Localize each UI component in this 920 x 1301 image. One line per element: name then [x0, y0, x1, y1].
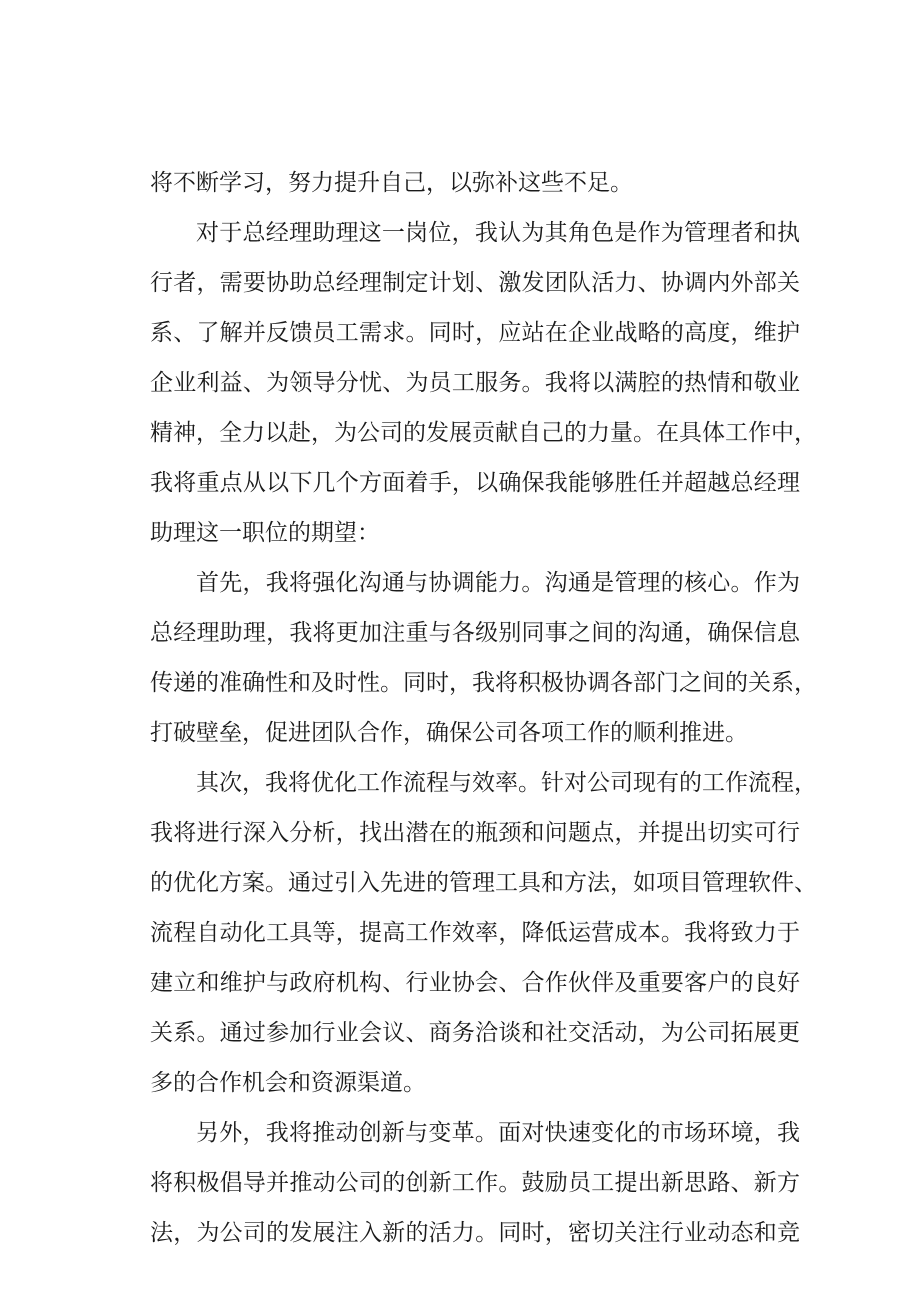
text-line: 关系。通过参加行业会议、商务洽谈和社交活动，为公司拓展更 — [150, 1020, 800, 1046]
text-line: 精神，全力以赴，为公司的发展贡献自己的力量。在具体工作中， — [150, 420, 817, 446]
text-line: 的优化方案。通过引入先进的管理工具和方法，如项目管理软件、 — [150, 870, 817, 896]
text-line: 多的合作机会和资源渠道。 — [150, 1070, 426, 1096]
text-line: 系、了解并反馈员工需求。同时，应站在企业战略的高度，维护 — [150, 320, 800, 346]
text-line: 将不断学习，努力提升自己，以弥补这些不足。 — [150, 170, 633, 196]
document-body — [150, 158, 817, 1258]
text-line: 法，为公司的发展注入新的活力。同时，密切关注行业动态和竞 — [150, 1220, 800, 1246]
text-line: 总经理助理，我将更加注重与各级别同事之间的沟通，确保信息 — [150, 620, 800, 646]
text-line: 首先，我将强化沟通与协调能力。沟通是管理的核心。作为 — [196, 570, 800, 596]
text-line: 我将进行深入分析，找出潜在的瓶颈和问题点，并提出切实可行 — [150, 820, 800, 846]
text-line: 企业利益、为领导分忧、为员工服务。我将以满腔的热情和敬业 — [150, 370, 800, 396]
text-line: 另外，我将推动创新与变革。面对快速变化的市场环境，我 — [196, 1120, 800, 1146]
text-line: 助理这一职位的期望： — [150, 520, 380, 546]
text-line: 打破壁垒，促进团队合作，确保公司各项工作的顺利推进。 — [150, 720, 748, 746]
text-line: 建立和维护与政府机构、行业协会、合作伙伴及重要客户的良好 — [150, 970, 800, 996]
text-line: 传递的准确性和及时性。同时，我将积极协调各部门之间的关系， — [150, 670, 817, 696]
text-line: 对于总经理助理这一岗位，我认为其角色是作为管理者和执 — [196, 220, 800, 246]
text-line: 我将重点从以下几个方面着手，以确保我能够胜任并超越总经理 — [150, 470, 800, 496]
text-line: 其次，我将优化工作流程与效率。针对公司现有的工作流程， — [196, 770, 817, 796]
text-line: 流程自动化工具等，提高工作效率，降低运营成本。我将致力于 — [150, 920, 800, 946]
text-line: 行者，需要协助总经理制定计划、激发团队活力、协调内外部关 — [150, 270, 800, 296]
text-line: 将积极倡导并推动公司的创新工作。鼓励员工提出新思路、新方 — [150, 1170, 800, 1196]
